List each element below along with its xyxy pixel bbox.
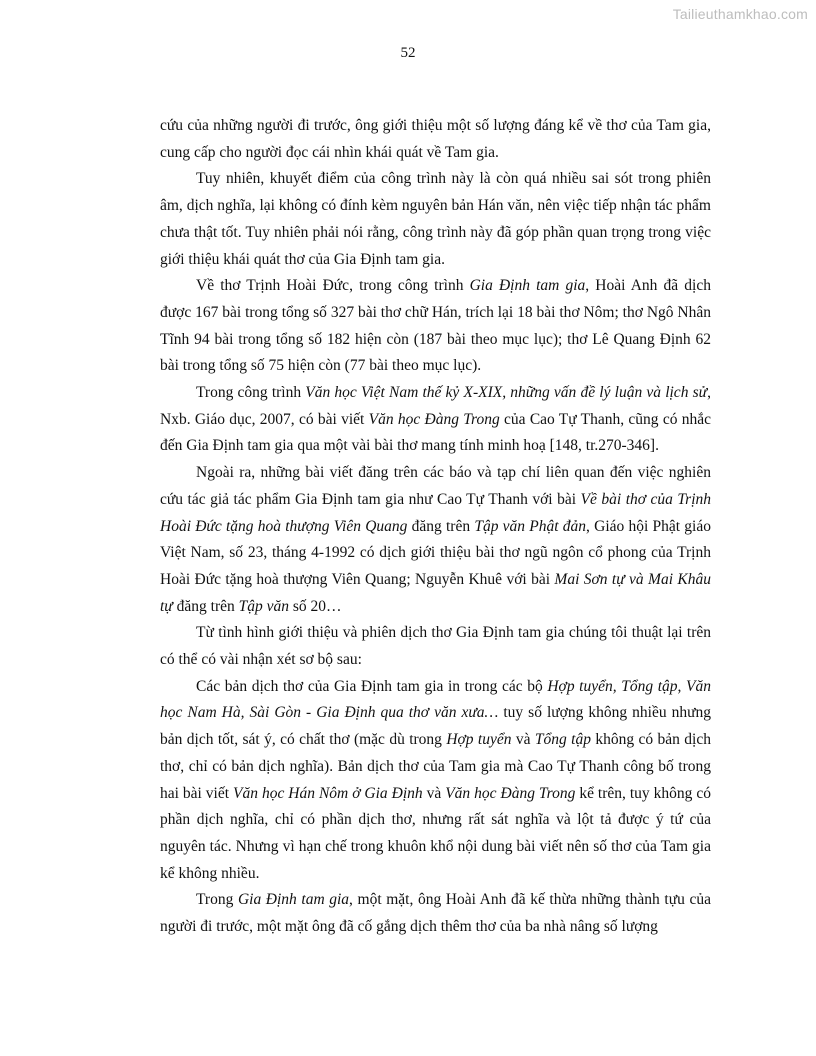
text-run: tuy số lượng không nhiều nhưng bản dịch tốt, sát ý, có chất thơ (mặc dù trong	[160, 704, 711, 749]
paragraph	[160, 887, 711, 940]
italic-text: Hợp tuyển, Tổng tập, Văn học Nam Hà, Sài Gòn - Gia Định qua thơ văn xưa…	[160, 677, 711, 722]
text-run: Về thơ Trịnh Hoài Đức, trong công trình	[196, 277, 470, 295]
italic-text: Văn học Hán Nôm ở Gia Định	[233, 784, 423, 802]
text-run: cứu của những người đi trước, ông giới thiệu một số lượng đáng kể về thơ của Tam gia, cung cấp cho người đọc cái nhìn khái quát về Tam gia.	[160, 117, 711, 161]
paragraph	[160, 113, 711, 166]
text-run: đăng trên	[407, 517, 475, 535]
text-run: , Hoài Anh đã dịch được 167 bài trong tổng số 327 bài thơ chữ Hán, trích lại 18 bài thơ Nôm; thơ Ngô Nhân Tĩnh 94 bài trong tổng số 182 hiện còn (187 bài theo mục lục); thơ Lê Quang Định 62 bài trong tổng số 75 hiện còn (77 bài theo mục lục).	[160, 277, 711, 375]
paragraph	[160, 674, 711, 888]
italic-text: Về bài thơ của Trịnh Hoài Đức tặng hoà thượng Viên Quang	[160, 490, 712, 535]
italic-text: Tập văn Phật đản	[474, 517, 587, 535]
text-run: và	[422, 784, 446, 802]
text-run: Trong	[196, 891, 238, 909]
text-run: Ngoài ra, những bài viết đăng trên các báo và tạp chí liên quan đến việc nghiên cứu tác giả tác phẩm Gia Định tam gia như Cao Tự Thanh với bài	[160, 464, 711, 508]
italic-text: Văn học Đàng Trong	[368, 410, 500, 428]
text-run: Tuy nhiên, khuyết điểm của công trình này là còn quá nhiều sai sót trong phiên âm, dịch nghĩa, lại không có đính kèm nguyên bản Hán văn, nên việc tiếp nhận tác phẩm chưa thật tốt. Tuy nhiên phải nói rằng, công trình này đã góp phần quan trọng trong việc giới thiệu khái quát thơ của Gia Định tam gia.	[160, 170, 711, 268]
text-run: Các bản dịch thơ của Gia Định tam gia in trong các bộ	[196, 677, 548, 695]
italic-text: Văn học Việt Nam thế kỷ X-XIX, những vấn đề lý luận và lịch sử	[305, 384, 708, 402]
text-run: của Cao Tự Thanh, cũng có nhắc đến Gia Định tam gia qua một vài bài thơ mang tính minh hoạ [148, tr.270-346].	[160, 410, 712, 455]
italic-text: Gia Định tam gia	[237, 891, 350, 909]
italic-text: Mai Sơn tự và Mai Khâu tự	[160, 570, 711, 615]
italic-text: Gia Định tam gia	[469, 277, 586, 295]
text-run: không có bản dịch thơ, chỉ có bản dịch nghĩa). Bản dịch thơ của Tam gia mà Cao Tự Thanh công bố trong hai bài viết	[160, 731, 711, 802]
text-run: Từ tình hình giới thiệu và phiên dịch thơ Gia Định tam gia chúng tôi thuật lại trên có thể có vài nhận xét sơ bộ sau:	[160, 624, 711, 669]
text-run: , một mặt, ông Hoài Anh đã kế thừa những thành tựu của người đi trước, một mặt ông đã cố gắng dịch thêm thơ của ba nhà nâng số lượng	[160, 891, 711, 936]
document-body	[160, 113, 711, 941]
paragraph	[160, 166, 711, 273]
text-run: kể trên, tuy không có phần dịch nghĩa, chỉ có phần dịch thơ, nhưng rất sát nghĩa và lột tả được ý tứ của nguyên tác. Nhưng vì hạn chế trong khuôn khổ nội dung bài viết nên số thơ của Tam gia kể không nhiều.	[160, 784, 711, 882]
paragraph	[160, 460, 711, 620]
page-number: 52	[400, 45, 416, 61]
italic-text: Hợp tuyển	[446, 731, 512, 749]
italic-text: Tập văn	[238, 597, 289, 615]
text-run: đăng trên	[172, 597, 239, 615]
text-run: , Giáo hội Phật giáo Việt Nam, số 23, tháng 4-1992 có dịch giới thiệu bài thơ ngũ ngôn cổ phong của Trịnh Hoài Đức tặng hoà thượng Viên Quang; Nguyễn Khuê với bài	[160, 517, 711, 588]
text-run: và	[511, 731, 535, 749]
watermark: Tailieuthamkhao.com	[672, 6, 808, 22]
text-run: số 20…	[289, 597, 342, 615]
italic-text: Văn học Đàng Trong	[445, 784, 576, 802]
text-run: , Nxb. Giáo dục, 2007, có bài viết	[160, 384, 711, 428]
paragraph	[160, 380, 711, 460]
paragraph	[160, 273, 711, 380]
italic-text: Tổng tập	[534, 731, 591, 749]
paragraph	[160, 620, 711, 673]
text-run: Trong công trình	[196, 384, 306, 402]
